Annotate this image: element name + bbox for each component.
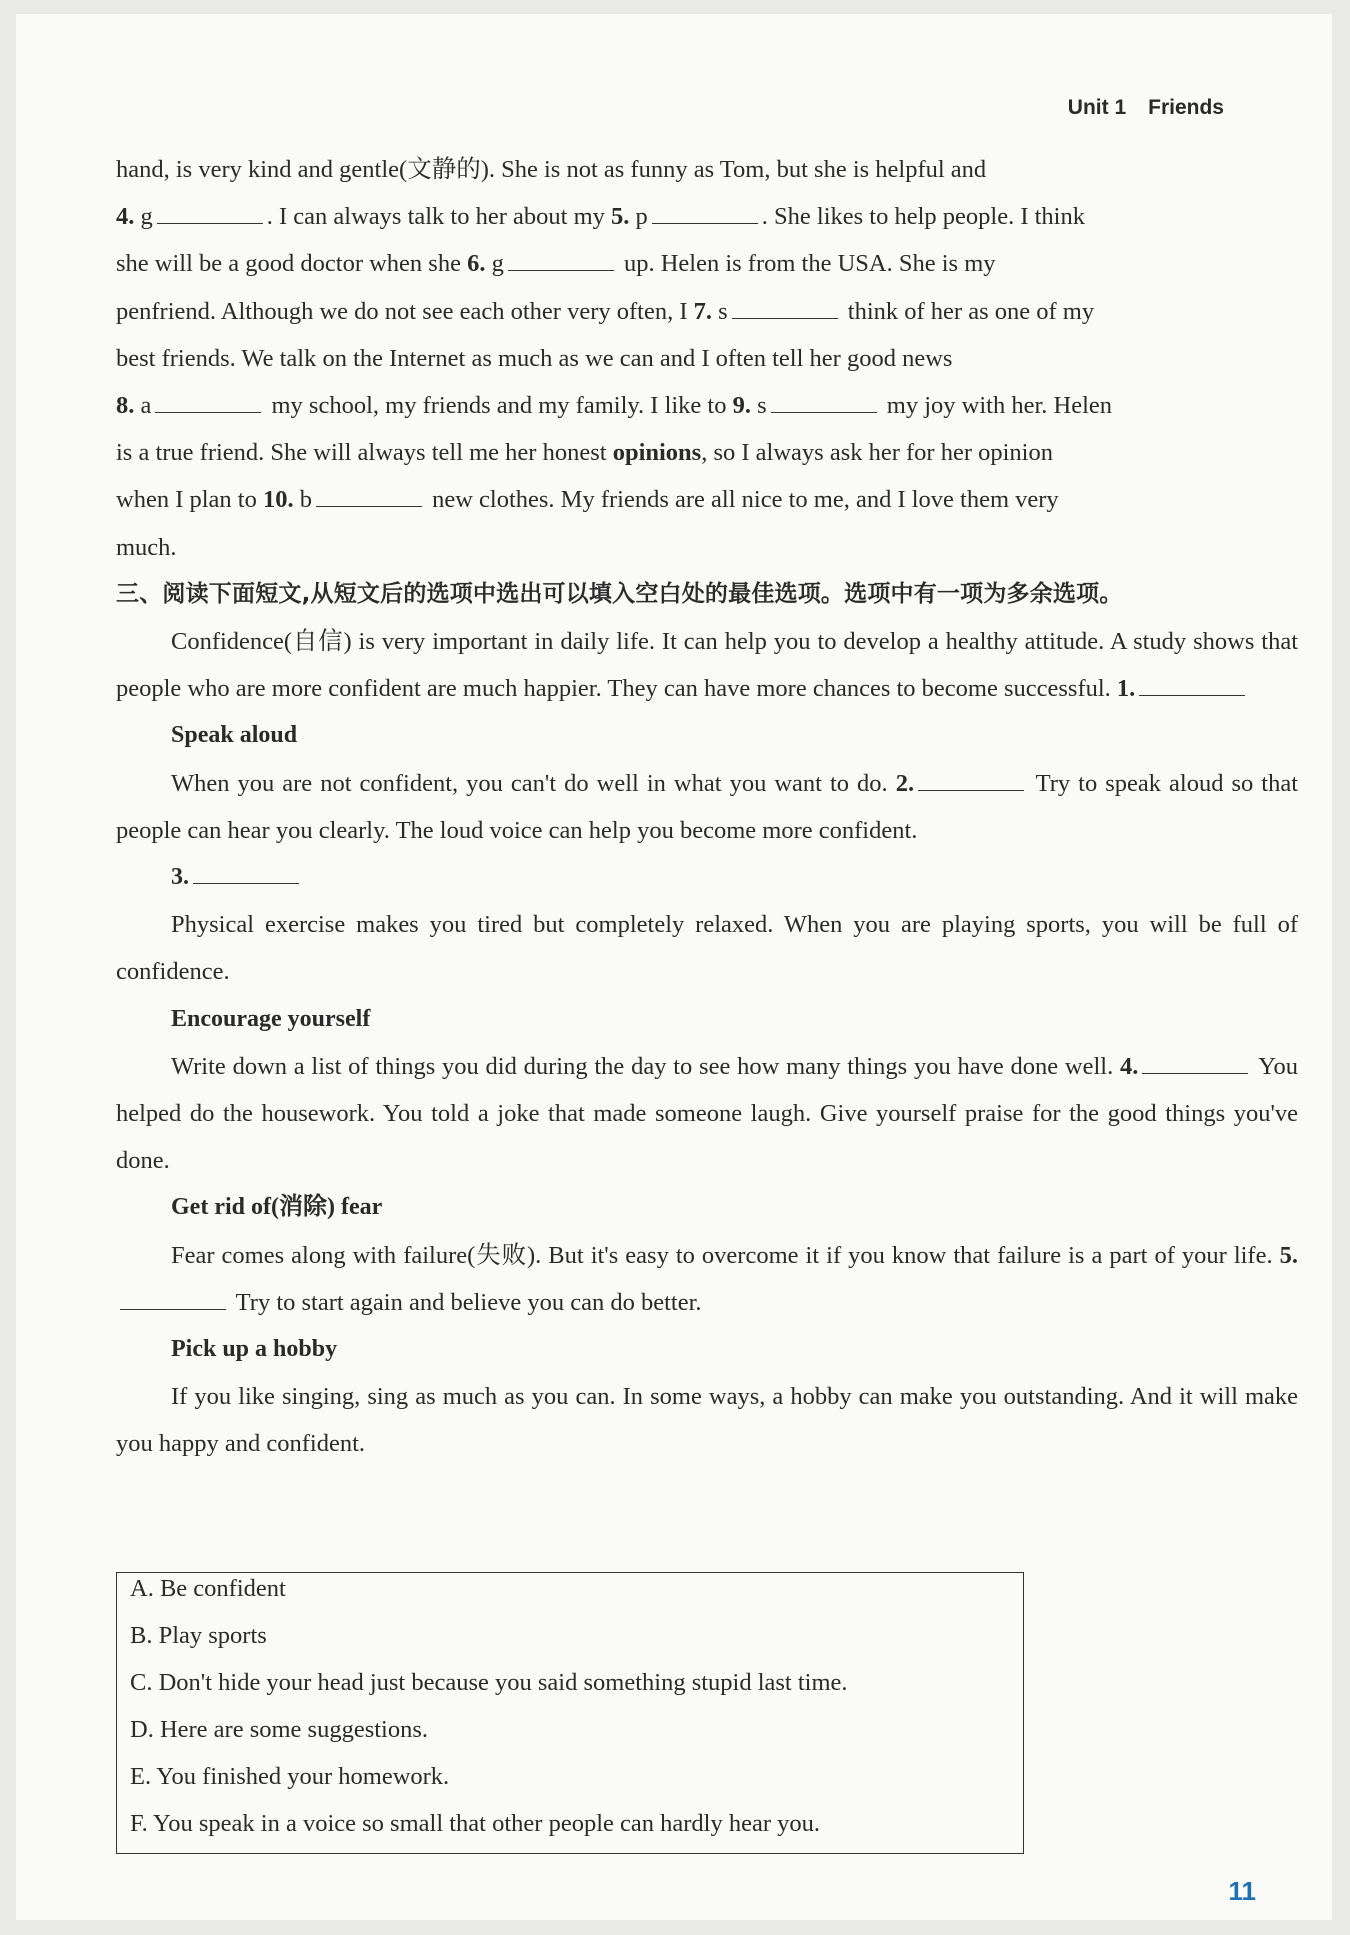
text-run: she will be a good doctor when she — [116, 250, 468, 278]
paragraph-speak-aloud — [116, 760, 1298, 854]
running-header — [1046, 96, 1224, 120]
option-a: A. Be confident — [130, 1575, 286, 1602]
page-number: 11 — [1228, 1876, 1256, 1906]
text-run: . She likes to help people. I think — [761, 203, 1085, 231]
question-number: 4. — [1120, 1052, 1139, 1080]
blank-number: 4. — [116, 203, 135, 231]
blank-number: 9. — [732, 392, 751, 420]
text-run: , so I always ask her for her opinion — [701, 439, 1053, 467]
blank-number: 5. — [611, 203, 630, 231]
text-run: Try to speak aloud so that people can hear you clearly. The loud voice can help you become more confident. — [116, 769, 1298, 844]
option-b: B. Play sports — [130, 1622, 267, 1649]
text-run: my joy with her. Helen — [880, 392, 1113, 420]
text-run: When you are not confident, you can't do well in what you want to do. — [171, 769, 896, 797]
answer-blank[interactable] — [508, 246, 614, 271]
answer-blank-5[interactable] — [120, 1285, 226, 1310]
blank-number: 10. — [262, 486, 294, 514]
text-run: Write down a list of things you did during the day to see how many things you have done well. — [171, 1052, 1114, 1080]
blank-number: 6. — [467, 250, 486, 278]
workbook-page — [16, 14, 1332, 1920]
unit-title: Friends — [1148, 96, 1224, 119]
text-run: is a true friend. She will always tell me her honest — [116, 439, 613, 467]
subheading-hobby: Pick up a hobby — [171, 1336, 338, 1363]
answer-blank-1[interactable] — [1139, 671, 1245, 696]
blank-number: 7. — [693, 297, 712, 325]
option-e: E. You finished your homework. — [130, 1763, 450, 1790]
blank-letter: s — [757, 392, 767, 420]
text-run: my school, my friends and my family. I like to — [265, 392, 733, 420]
blank-number: 8. — [116, 392, 135, 420]
blank-letter: s — [718, 297, 728, 325]
paragraph-encourage — [116, 1043, 1298, 1185]
question-number: 5. — [1279, 1241, 1298, 1269]
section-three-instructions: 三、阅读下面短文,从短文后的选项中选出可以填入空白处的最佳选项。选项中有一项为多余选项。 — [116, 580, 1123, 607]
question-number: 3. — [171, 864, 189, 891]
bold-keyword: opinions — [612, 439, 702, 467]
text-run: when I plan to — [116, 486, 263, 514]
subheading-fear: Get rid of(消除) fear — [171, 1194, 383, 1221]
paragraph-hobby: If you like singing, sing as much as you can. In some ways, a hobby can make you outstanding. And it will make you happy and confident. — [116, 1383, 1298, 1458]
options-box — [116, 1572, 1024, 1854]
option-f: F. You speak in a voice so small that other people can hardly hear you. — [130, 1810, 821, 1837]
text-run: think of her as one of my — [841, 297, 1095, 325]
blank-letter: b — [299, 486, 312, 514]
answer-blank[interactable] — [652, 199, 758, 224]
answer-blank-3[interactable] — [193, 859, 299, 884]
option-c: C. Don't hide your head just because you said something stupid last time. — [130, 1669, 848, 1696]
text-run: Fear comes along with failure(失败). But it's easy to overcome it if you know that failure is a part of your life. — [171, 1241, 1280, 1269]
text-run: Try to start again and believe you can do better. — [230, 1288, 702, 1316]
blank-letter: g — [491, 250, 504, 278]
text-run: new clothes. My friends are all nice to me, and I love them very — [425, 486, 1059, 514]
page-content — [116, 146, 1298, 1468]
answer-blank[interactable] — [732, 294, 838, 319]
text-line: much. — [116, 533, 177, 561]
paragraph-intro — [116, 618, 1298, 712]
blank-letter: p — [635, 203, 648, 231]
subheading-speak-aloud: Speak aloud — [171, 722, 298, 749]
text-run: penfriend. Although we do not see each other very often, I — [116, 297, 694, 325]
blank-letter: a — [140, 392, 152, 420]
answer-blank[interactable] — [157, 199, 263, 224]
subheading-blank-3 — [116, 854, 1298, 901]
option-d: D. Here are some suggestions. — [130, 1716, 429, 1743]
text-run: up. Helen is from the USA. She is my — [617, 250, 996, 278]
cloze-passage-end — [116, 146, 1298, 571]
answer-blank[interactable] — [771, 388, 877, 413]
text-run: You helped do the housework. You told a joke that made someone laugh. Give yourself praise for the good things you've done. — [116, 1052, 1298, 1175]
answer-blank-2[interactable] — [918, 766, 1024, 791]
paragraph-fear — [116, 1232, 1298, 1326]
answer-blank[interactable] — [316, 482, 422, 507]
blank-letter: g — [140, 203, 153, 231]
question-number: 1. — [1116, 675, 1136, 703]
subheading-encourage: Encourage yourself — [171, 1005, 371, 1032]
text-run: Confidence(自信) is very important in daily life. It can help you to develop a healthy attitude. A study shows that people who are more confident are much happier. They can have more chances to become successful. — [116, 628, 1298, 703]
text-line: hand, is very kind and gentle(文静的). She is not as funny as Tom, but she is helpful and — [116, 156, 987, 183]
paragraph-exercise: Physical exercise makes you tired but completely relaxed. When you are playing sports, you will be full of confidence. — [116, 911, 1298, 986]
text-run: . I can always talk to her about my — [266, 203, 612, 231]
answer-blank-4[interactable] — [1142, 1049, 1248, 1074]
answer-blank[interactable] — [155, 388, 261, 413]
unit-label: Unit 1 — [1067, 96, 1127, 119]
text-line: best friends. We talk on the Internet as much as we can and I often tell her good news — [116, 344, 953, 372]
question-number: 2. — [895, 769, 915, 797]
